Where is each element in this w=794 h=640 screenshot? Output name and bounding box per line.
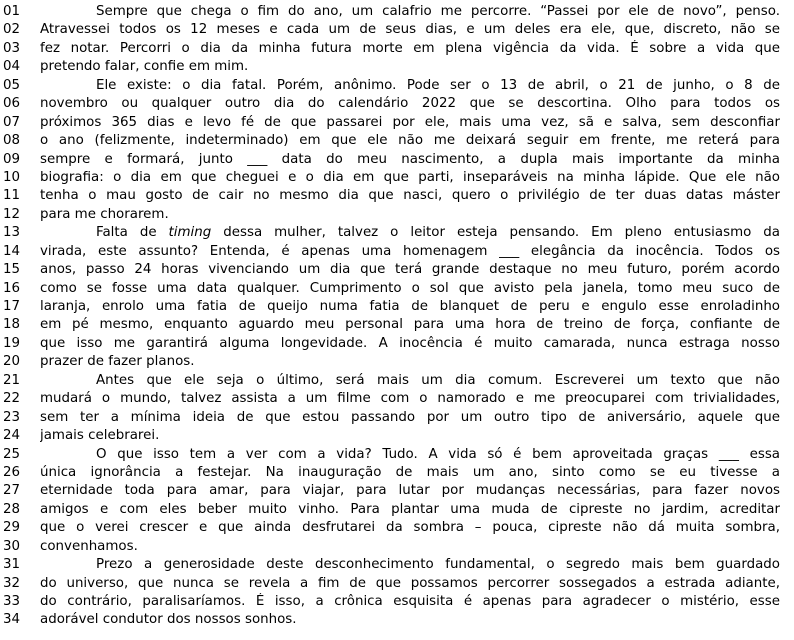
line-text: biografia: o dia em que cheguei e o dia em que parti, inseparáveis na minha lápide. Que ele não (40, 169, 780, 185)
line-number: 07 (3, 114, 21, 130)
line-number: 14 (3, 243, 21, 259)
line-number: 26 (3, 464, 21, 480)
text-line (0, 187, 794, 205)
line-text: tenha o mau gosto de cair no mesmo dia que nasci, quero o privilégio de ter duas datas máster (40, 188, 780, 204)
line-number: 30 (3, 538, 21, 554)
line-number: 21 (3, 372, 21, 388)
line-text: novembro ou qualquer outro dia do calendário 2022 que se descortina. Olho para todos os (40, 96, 780, 112)
text-line (0, 77, 794, 95)
line-number: 25 (3, 446, 21, 462)
line-text: pretendo falar, confie em mim. (40, 59, 249, 75)
text-line (0, 390, 794, 408)
line-number: 24 (3, 428, 21, 444)
text-line (0, 353, 794, 371)
text-line (0, 316, 794, 334)
line-number: 19 (3, 335, 21, 351)
line-text: única ignorância a festejar. Na inauguração de mais um ano, sinto como se eu tivesse a (40, 464, 780, 480)
text-line (0, 464, 794, 482)
line-text: adorável condutor dos nossos sonhos. (40, 612, 297, 628)
line-number: 33 (3, 594, 21, 609)
line-number: 32 (3, 575, 21, 591)
line-text: prazer de fazer planos. (40, 354, 195, 370)
line-number: 03 (3, 40, 21, 56)
line-number: 16 (3, 280, 21, 296)
text-line (0, 575, 794, 593)
line-text: sem ter a mínima ideia de que estou passando por um outro tipo de aniversário, aquele que (40, 409, 780, 425)
text-line (0, 21, 794, 39)
line-text: virada, este assunto? Entenda, é apenas uma homenagem ___ elegância da inocência. Todos os (40, 243, 780, 259)
line-text: Ele existe: o dia fatal. Porém, anônimo. Pode ser o 13 de abril, o 21 de junho, o 8 de (96, 77, 780, 93)
text-line (0, 482, 794, 500)
line-number: 04 (3, 59, 21, 75)
line-text: para me chorarem. (40, 206, 169, 222)
text-line (0, 519, 794, 537)
line-text: mudará o mundo, talvez assista a um filme com o namorado e me preocuparei com trivialidades, (40, 391, 780, 407)
line-number: 05 (3, 77, 21, 93)
text-segment: dessa mulher, talvez o leitor esteja pensando. Em pleno entusiasmo da (211, 225, 780, 241)
text-line (0, 114, 794, 132)
text-line (0, 243, 794, 261)
line-number: 09 (3, 151, 21, 167)
line-text (96, 224, 780, 242)
line-text: eternidade toda para amar, para viajar, para lutar por mudanças necessárias, para fazer novos (40, 483, 780, 499)
text-line (0, 40, 794, 58)
line-number: 18 (3, 317, 21, 333)
line-text: Antes que ele seja o último, será mais um dia comum. Escreverei um texto que não (96, 372, 780, 388)
line-text: Sempre que chega o fim do ano, um calafrio me percorre. “Passei por ele de novo”, penso. (96, 4, 780, 19)
line-text: Atravessei todos os 12 meses e cada um de seus dias, e um deles era ele, que, discreto, não se (40, 22, 780, 38)
line-text: como se fosse uma data qualquer. Cumprimento o sol que avisto pela janela, tomo meu suco de (40, 280, 780, 296)
text-line (0, 427, 794, 445)
line-number: 20 (3, 354, 21, 370)
line-number: 28 (3, 501, 21, 517)
line-text: sempre e formará, junto ___ data do meu nascimento, a dupla mais importante da minha (40, 151, 780, 167)
text-line (0, 298, 794, 316)
line-text: fez notar. Percorri o dia da minha futura morte em plena vigência da vida. É sobre a vida que (40, 40, 780, 56)
line-number: 29 (3, 520, 21, 536)
text-line (0, 538, 794, 556)
line-number: 27 (3, 483, 21, 499)
line-text: Prezo a generosidade deste desconhecimento fundamental, o segredo mais bem guardado (96, 557, 780, 573)
line-text: em pé mesmo, enquanto aguardo meu personal para uma hora de treino de força, confiante de (40, 317, 780, 333)
line-number: 08 (3, 133, 21, 149)
text-line (0, 169, 794, 187)
line-text: que isso me garantirá alguma longevidade. A inocência é muito camarada, nunca estraga nosso (40, 335, 780, 351)
line-text: convenhamos. (40, 538, 138, 554)
text-line (0, 132, 794, 150)
line-text: próximos 365 dias e levo fé de que passarei por ele, mais uma vez, sã e salva, sem desconfiar (40, 114, 780, 130)
text-line (0, 372, 794, 390)
line-number: 11 (3, 188, 21, 204)
line-number: 10 (3, 169, 21, 185)
line-number: 01 (3, 4, 21, 19)
line-number: 13 (3, 225, 21, 241)
line-number: 31 (3, 557, 21, 573)
text-line (0, 446, 794, 464)
text-segment: Falta de (96, 225, 169, 241)
line-text: O que isso tem a ver com a vida? Tudo. A vida só é bem aproveitada graças ___ essa (96, 446, 780, 462)
line-number: 23 (3, 409, 21, 425)
line-text: amigos e com eles beber muito vinho. Para plantar uma muda de cipreste no jardim, acreditar (40, 501, 780, 517)
line-number: 02 (3, 22, 21, 38)
text-line (0, 95, 794, 113)
line-text: do contrário, paralisaríamos. É isso, a crônica esquisita é apenas para agradecer o mistério, esse (40, 594, 780, 609)
italic-word: timing (168, 225, 212, 241)
text-line (0, 224, 794, 242)
text-line (0, 556, 794, 574)
text-line (0, 335, 794, 353)
text-line (0, 280, 794, 298)
text-line (0, 501, 794, 519)
line-text: anos, passo 24 horas vivenciando um dia que terá grande destaque no meu futuro, porém acordo (40, 262, 780, 278)
line-number: 15 (3, 262, 21, 278)
text-line (0, 58, 794, 76)
text-line (0, 611, 794, 629)
line-number: 34 (3, 612, 21, 628)
line-text: que o verei crescer e que ainda desfrutarei da sombra – pouca, cipreste não dá muita sombra, (40, 520, 780, 536)
line-number: 22 (3, 391, 21, 407)
line-number: 17 (3, 299, 21, 314)
line-text: jamais celebrarei. (40, 428, 160, 444)
text-line (0, 409, 794, 427)
text-line (0, 261, 794, 279)
numbered-text-document (0, 3, 794, 630)
line-number: 12 (3, 206, 21, 222)
line-text: o ano (felizmente, indeterminado) em que ele não me deixará seguir em frente, me reterá para (40, 133, 780, 149)
text-line (0, 151, 794, 169)
line-text: do universo, que nunca se revela a fim de que possamos percorrer sossegados a estrada adiante, (40, 575, 780, 591)
line-number: 06 (3, 96, 21, 112)
text-line (0, 3, 794, 21)
text-line (0, 593, 794, 611)
line-text: laranja, enrolo uma fatia de queijo numa fatia de blanquet de peru e engulo esse enroladinho (40, 299, 780, 314)
text-line (0, 206, 794, 224)
